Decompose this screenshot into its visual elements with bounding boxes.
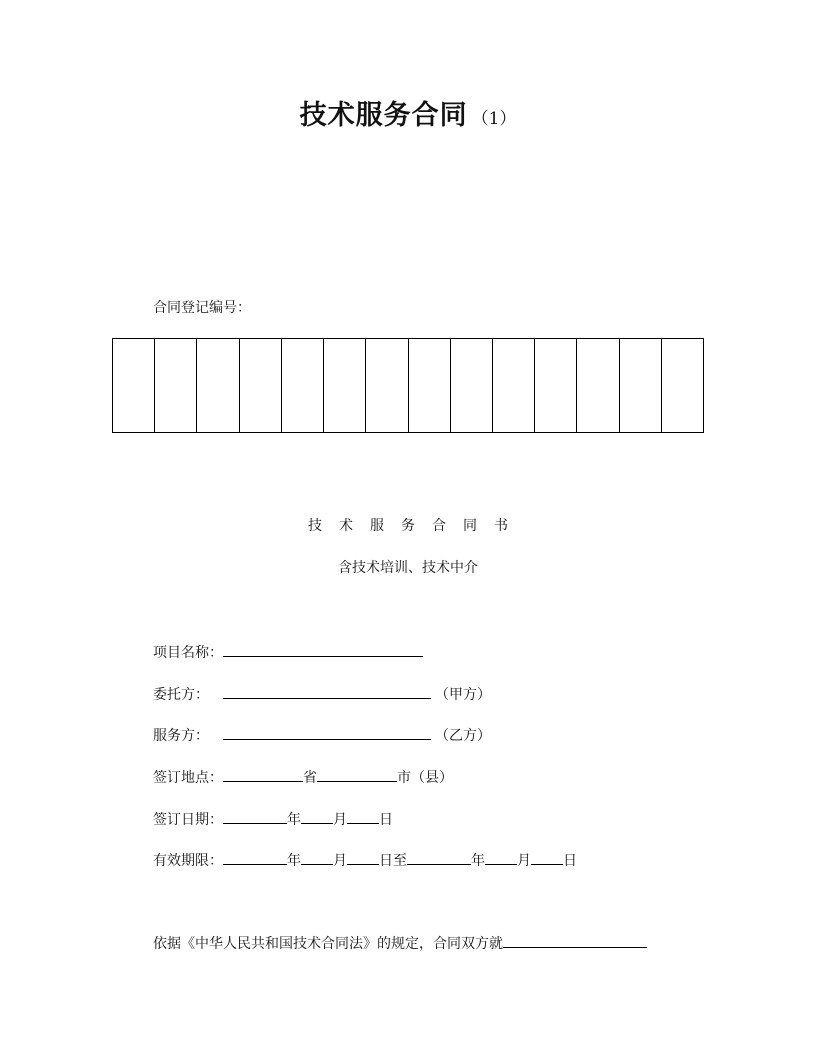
signing-date-row	[153, 808, 393, 830]
party-a-tag: （甲方）	[435, 687, 491, 703]
end-year-text: 年	[471, 853, 485, 869]
registration-digit-box[interactable]	[196, 339, 238, 432]
registration-digit-box[interactable]	[239, 339, 281, 432]
start-month-blank[interactable]	[301, 849, 333, 865]
end-day-text: 日	[563, 853, 577, 869]
registration-digit-box[interactable]	[365, 339, 407, 432]
sign-month-blank[interactable]	[301, 808, 333, 824]
sign-month-text: 月	[333, 812, 347, 828]
registration-number-boxes	[112, 338, 704, 433]
registration-digit-box[interactable]	[154, 339, 196, 432]
sign-day-text: 日	[379, 812, 393, 828]
signing-location-label: 签订地点：	[153, 770, 223, 786]
registration-digit-box[interactable]	[661, 339, 703, 432]
sign-day-blank[interactable]	[347, 808, 379, 824]
validity-label: 有效期限：	[153, 853, 223, 869]
sign-year-blank[interactable]	[223, 808, 287, 824]
end-month-text: 月	[517, 853, 531, 869]
client-label: 委托方：	[153, 687, 209, 703]
title-suffix: （1）	[471, 109, 517, 129]
start-year-blank[interactable]	[223, 849, 287, 865]
registration-digit-box[interactable]	[619, 339, 661, 432]
provider-label: 服务方：	[153, 728, 209, 744]
city-blank[interactable]	[317, 766, 397, 782]
subject-blank[interactable]	[503, 932, 647, 948]
start-month-text: 月	[333, 853, 347, 869]
registration-digit-box[interactable]	[408, 339, 450, 432]
client-row	[153, 683, 491, 705]
signing-location-row	[153, 766, 453, 788]
document-title	[0, 96, 816, 139]
project-name-label: 项目名称：	[153, 645, 223, 661]
sign-year-text: 年	[287, 812, 301, 828]
contract-subtitle: 技术服务合同书	[308, 518, 525, 534]
start-day-to-text: 日至	[379, 853, 407, 869]
registration-digit-box[interactable]	[113, 339, 154, 432]
registration-digit-box[interactable]	[492, 339, 534, 432]
legal-basis-text: 依据《中华人民共和国技术合同法》的规定，合同双方就	[153, 936, 503, 952]
end-day-blank[interactable]	[531, 849, 563, 865]
signing-date-label: 签订日期：	[153, 812, 223, 828]
registration-digit-box[interactable]	[323, 339, 365, 432]
provider-blank[interactable]	[223, 724, 431, 740]
province-text: 省	[303, 770, 317, 786]
client-blank[interactable]	[223, 683, 431, 699]
title-main: 技术服务合同	[299, 100, 468, 131]
city-text: 市（县）	[397, 770, 453, 786]
legal-basis-paragraph	[153, 932, 647, 954]
registration-digit-box[interactable]	[450, 339, 492, 432]
provider-row	[153, 724, 491, 746]
party-b-tag: （乙方）	[435, 728, 491, 744]
registration-digit-box[interactable]	[281, 339, 323, 432]
end-month-blank[interactable]	[485, 849, 517, 865]
contract-scope-note: 含技术培训、技术中介	[338, 560, 478, 576]
end-year-blank[interactable]	[407, 849, 471, 865]
registration-number-label: 合同登记编号：	[153, 300, 251, 316]
province-blank[interactable]	[223, 766, 303, 782]
project-name-blank[interactable]	[223, 641, 423, 657]
project-name-row	[153, 641, 423, 663]
start-day-blank[interactable]	[347, 849, 379, 865]
validity-period-row	[153, 849, 577, 871]
registration-digit-box[interactable]	[576, 339, 618, 432]
start-year-text: 年	[287, 853, 301, 869]
registration-digit-box[interactable]	[534, 339, 576, 432]
